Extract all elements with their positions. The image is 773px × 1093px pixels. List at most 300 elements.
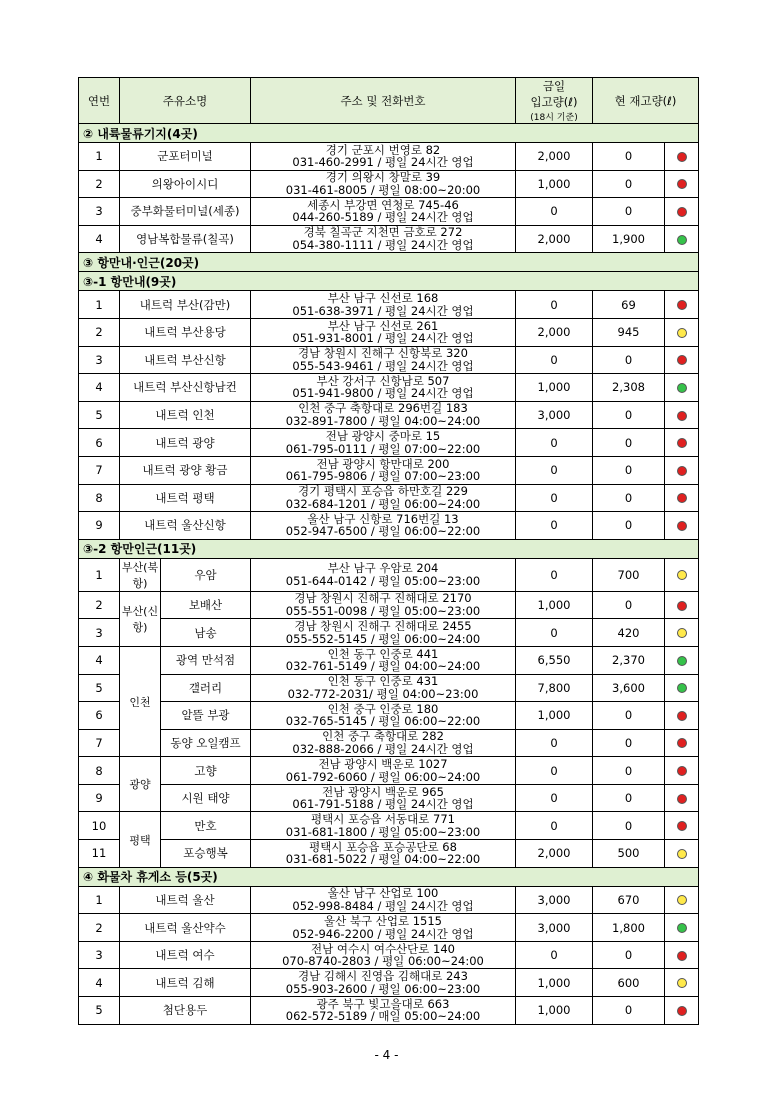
- station-table: [78, 77, 699, 1025]
- phone-hours: 051-941-9800 / 평일 24시간 영업: [292, 386, 474, 401]
- received-amount: 0: [516, 512, 593, 540]
- table-row: [79, 346, 699, 374]
- received-amount: 0: [516, 729, 593, 757]
- table-body: [79, 124, 699, 1025]
- address-line: 부산 남구 신선로 168: [327, 291, 439, 306]
- station-address: [251, 429, 516, 457]
- station-name: 포승행복: [161, 840, 251, 868]
- phone-hours: 031-681-5022 / 평일 04:00~22:00: [285, 852, 481, 867]
- received-amount: 0: [516, 812, 593, 840]
- status-red-dot-icon: [677, 300, 687, 310]
- status-cell: [665, 346, 699, 374]
- address-line: 경기 평택시 포승읍 하만호길 229: [298, 484, 468, 499]
- status-cell: [665, 198, 699, 226]
- phone-hours: 055-543-9461 / 평일 24시간 영업: [292, 358, 474, 373]
- address-line: 울산 남구 신항로 716번길 13: [307, 511, 459, 526]
- received-amount: 7,800: [516, 674, 593, 702]
- row-number: 9: [79, 784, 120, 812]
- table-row: [79, 198, 699, 226]
- station-address: [251, 346, 516, 374]
- station-name: 첨단용두: [120, 997, 251, 1025]
- row-number: 3: [79, 619, 120, 647]
- address-line: 경기 군포시 번영로 82: [325, 142, 441, 157]
- phone-hours: 032-765-5145 / 평일 06:00~22:00: [285, 714, 481, 729]
- address-line: 전남 광양시 항만대로 200: [316, 456, 450, 471]
- col-header-received: [516, 78, 593, 124]
- table-row: [79, 225, 699, 253]
- table-row: [79, 840, 699, 868]
- address-line: 세종시 부강면 연청로 745-46: [307, 197, 459, 212]
- row-number: 6: [79, 702, 120, 730]
- table-row: [79, 784, 699, 812]
- status-cell: [665, 484, 699, 512]
- phone-hours: 055-552-5145 / 평일 06:00~24:00: [285, 631, 481, 646]
- stock-amount: 0: [593, 784, 665, 812]
- station-address: [251, 757, 516, 785]
- phone-hours: 055-551-0098 / 평일 05:00~23:00: [285, 604, 481, 619]
- station-address: [251, 318, 516, 346]
- address-line: 인천 중구 축항대로 282: [322, 729, 444, 744]
- station-address: [251, 170, 516, 198]
- row-number: 8: [79, 757, 120, 785]
- address-line: 전남 광양시 중마로 15: [325, 429, 441, 444]
- phone-hours: 031-681-1800 / 평일 05:00~23:00: [285, 824, 481, 839]
- received-amount: 0: [516, 456, 593, 484]
- received-amount: 0: [516, 291, 593, 319]
- received-amount: 2,000: [516, 840, 593, 868]
- stock-amount: 3,600: [593, 674, 665, 702]
- address-line: 경남 창원시 진해구 진해대로 2170: [294, 591, 472, 606]
- received-amount: 3,000: [516, 401, 593, 429]
- address-line: 평택시 포승읍 포승공단로 68: [309, 839, 457, 854]
- station-name: 내트럭 여수: [120, 941, 251, 969]
- status-red-dot-icon: [677, 411, 687, 421]
- region-group: 인천: [120, 646, 161, 756]
- section-header: [79, 867, 699, 886]
- stock-amount: 2,370: [593, 646, 665, 674]
- stock-amount: 0: [593, 456, 665, 484]
- table-row: [79, 674, 699, 702]
- address-line: 인천 동구 인중로 441: [327, 646, 439, 661]
- station-address: [251, 729, 516, 757]
- station-name: 보배산: [161, 591, 251, 619]
- station-address: [251, 198, 516, 226]
- stock-amount: 0: [593, 812, 665, 840]
- status-cell: [665, 291, 699, 319]
- status-red-dot-icon: [677, 466, 687, 476]
- station-name: 영남복합물류(칠곡): [120, 225, 251, 253]
- received-amount: 6,550: [516, 646, 593, 674]
- address-line: 전남 광양시 백운로 965: [322, 784, 444, 799]
- phone-hours: 062-572-5189 / 매일 05:00~24:00: [285, 1009, 481, 1024]
- station-address: [251, 225, 516, 253]
- phone-hours: 061-791-5188 / 평일 24시간 영업: [292, 797, 474, 812]
- region-group: 광양: [120, 757, 161, 812]
- station-address: [251, 401, 516, 429]
- status-red-dot-icon: [677, 794, 687, 804]
- table-row: [79, 591, 699, 619]
- status-red-dot-icon: [677, 493, 687, 503]
- station-address: [251, 456, 516, 484]
- stock-amount: 69: [593, 291, 665, 319]
- col-header-no: 연번: [79, 78, 120, 124]
- status-red-dot-icon: [677, 521, 687, 531]
- received-amount: 1,000: [516, 170, 593, 198]
- table-row: [79, 757, 699, 785]
- row-number: 2: [79, 318, 120, 346]
- station-name: 내트럭 부산(감만): [120, 291, 251, 319]
- received-amount: 0: [516, 757, 593, 785]
- stock-amount: 0: [593, 729, 665, 757]
- status-red-dot-icon: [677, 601, 687, 611]
- row-number: 1: [79, 291, 120, 319]
- station-address: [251, 512, 516, 540]
- section-title: ④ 화물차 휴게소 등(5곳): [79, 867, 699, 886]
- status-cell: [665, 729, 699, 757]
- status-cell: [665, 969, 699, 997]
- station-address: [251, 674, 516, 702]
- status-cell: [665, 225, 699, 253]
- address-line: 전남 광양시 백운로 1027: [318, 756, 448, 771]
- status-green-dot-icon: [677, 383, 687, 393]
- stock-amount: 0: [593, 702, 665, 730]
- received-amount: 0: [516, 198, 593, 226]
- table-row: [79, 318, 699, 346]
- address-line: 부산 남구 우암로 204: [327, 561, 439, 576]
- received-amount: 2,000: [516, 225, 593, 253]
- row-number: 9: [79, 512, 120, 540]
- table-row: [79, 914, 699, 942]
- row-number: 10: [79, 812, 120, 840]
- phone-hours: 055-903-2600 / 평일 06:00~23:00: [285, 981, 481, 996]
- status-red-dot-icon: [677, 438, 687, 448]
- status-red-dot-icon: [677, 355, 687, 365]
- received-amount: 0: [516, 619, 593, 647]
- stock-amount: 500: [593, 840, 665, 868]
- phone-hours: 052-998-8484 / 평일 24시간 영업: [292, 898, 474, 913]
- status-red-dot-icon: [677, 766, 687, 776]
- station-address: [251, 291, 516, 319]
- received-amount: 0: [516, 346, 593, 374]
- row-number: 5: [79, 674, 120, 702]
- status-cell: [665, 170, 699, 198]
- station-name: 군포터미널: [120, 143, 251, 171]
- status-red-dot-icon: [677, 152, 687, 162]
- address-line: 경남 김해시 진영읍 김해대로 243: [298, 969, 468, 984]
- phone-hours: 061-792-6060 / 평일 06:00~24:00: [285, 769, 481, 784]
- stock-amount: 0: [593, 512, 665, 540]
- status-red-dot-icon: [677, 738, 687, 748]
- received-amount: 1,000: [516, 374, 593, 402]
- table-row: [79, 291, 699, 319]
- row-number: 7: [79, 456, 120, 484]
- station-address: [251, 558, 516, 591]
- stock-amount: 0: [593, 591, 665, 619]
- address-line: 부산 강서구 신항남로 507: [316, 373, 450, 388]
- address-line: 경북 칠곡군 지천면 금호로 272: [303, 225, 463, 240]
- station-name: 중부화물터미널(세종): [120, 198, 251, 226]
- station-address: [251, 591, 516, 619]
- station-address: [251, 969, 516, 997]
- stock-amount: 0: [593, 429, 665, 457]
- address-line: 광주 북구 빛고을대로 663: [316, 996, 450, 1011]
- phone-hours: 054-380-1111 / 평일 24시간 영업: [292, 238, 474, 253]
- section-title: ③-2 항만인근(11곳): [79, 539, 699, 558]
- stock-amount: 1,900: [593, 225, 665, 253]
- region-group: 부산(신항): [120, 591, 161, 646]
- received-amount: 0: [516, 484, 593, 512]
- table-row: [79, 886, 699, 914]
- address-line: 인천 중구 축항대로 296번길 183: [298, 401, 468, 416]
- status-cell: [665, 456, 699, 484]
- row-number: 3: [79, 346, 120, 374]
- status-cell: [665, 619, 699, 647]
- phone-hours: 051-638-3971 / 평일 24시간 영업: [292, 303, 474, 318]
- status-cell: [665, 997, 699, 1025]
- row-number: 4: [79, 646, 120, 674]
- row-number: 2: [79, 170, 120, 198]
- table-row: [79, 374, 699, 402]
- station-address: [251, 914, 516, 942]
- received-amount: 1,000: [516, 997, 593, 1025]
- status-cell: [665, 702, 699, 730]
- row-number: 5: [79, 401, 120, 429]
- status-yellow-dot-icon: [677, 895, 687, 905]
- section-header: [79, 539, 699, 558]
- address-line: 경기 의왕시 창말로 39: [325, 170, 441, 185]
- station-name: 내트럭 광양: [120, 429, 251, 457]
- status-cell: [665, 591, 699, 619]
- status-cell: [665, 840, 699, 868]
- row-number: 1: [79, 886, 120, 914]
- phone-hours: 051-931-8001 / 평일 24시간 영업: [292, 331, 474, 346]
- station-name: 갤러리: [161, 674, 251, 702]
- phone-hours: 061-795-0111 / 평일 07:00~22:00: [285, 441, 481, 456]
- stock-amount: 0: [593, 198, 665, 226]
- status-cell: [665, 374, 699, 402]
- section-title: ③ 항만내·인근(20곳): [79, 253, 699, 272]
- row-number: 1: [79, 558, 120, 591]
- station-address: [251, 784, 516, 812]
- stock-amount: 700: [593, 558, 665, 591]
- status-green-dot-icon: [677, 923, 687, 933]
- table-row: [79, 170, 699, 198]
- phone-hours: 032-888-2066 / 평일 24시간 영업: [292, 741, 474, 756]
- address-line: 경남 창원시 진해구 신항북로 320: [298, 346, 468, 361]
- table-row: [79, 143, 699, 171]
- received-amount: 0: [516, 429, 593, 457]
- status-cell: [665, 401, 699, 429]
- section-header: [79, 124, 699, 143]
- table-row: [79, 969, 699, 997]
- station-name: 알뜰 부광: [161, 702, 251, 730]
- col-header-address: 주소 및 전화번호: [251, 78, 516, 124]
- station-name: 시원 태양: [161, 784, 251, 812]
- station-name: 내트럭 부산신항: [120, 346, 251, 374]
- row-number: 4: [79, 374, 120, 402]
- station-address: [251, 997, 516, 1025]
- phone-hours: 031-461-8005 / 평일 08:00~20:00: [285, 182, 481, 197]
- row-number: 3: [79, 941, 120, 969]
- status-green-dot-icon: [677, 683, 687, 693]
- section-header: [79, 253, 699, 272]
- table-row: [79, 484, 699, 512]
- stock-amount: 0: [593, 170, 665, 198]
- phone-hours: 032-891-7800 / 평일 04:00~24:00: [285, 414, 481, 429]
- table-row: [79, 812, 699, 840]
- row-number: 2: [79, 591, 120, 619]
- table-row: [79, 997, 699, 1025]
- region-group: 평택: [120, 812, 161, 867]
- station-address: [251, 941, 516, 969]
- stock-amount: 600: [593, 969, 665, 997]
- station-name: 동양 오일캠프: [161, 729, 251, 757]
- station-name: 내트럭 광양 황금: [120, 456, 251, 484]
- table-row: [79, 558, 699, 591]
- stock-amount: 0: [593, 941, 665, 969]
- received-line1: 금일: [542, 79, 566, 93]
- received-amount: 3,000: [516, 914, 593, 942]
- status-yellow-dot-icon: [677, 570, 687, 580]
- col-header-name: 주유소명: [120, 78, 251, 124]
- stock-amount: 0: [593, 757, 665, 785]
- row-number: 3: [79, 198, 120, 226]
- received-amount: 2,000: [516, 318, 593, 346]
- table-row: [79, 512, 699, 540]
- table-row: [79, 619, 699, 647]
- stock-amount: 0: [593, 997, 665, 1025]
- row-number: 11: [79, 840, 120, 868]
- status-cell: [665, 318, 699, 346]
- station-name: 내트럭 김해: [120, 969, 251, 997]
- received-line2: 입고량(ℓ): [530, 95, 578, 109]
- status-green-dot-icon: [677, 235, 687, 245]
- received-amount: 1,000: [516, 591, 593, 619]
- col-header-stock: 현 재고량(ℓ): [593, 78, 699, 124]
- phone-hours: 051-644-0142 / 평일 05:00~23:00: [285, 573, 481, 588]
- status-yellow-dot-icon: [677, 849, 687, 859]
- status-cell: [665, 674, 699, 702]
- station-name: 내트럭 울산: [120, 886, 251, 914]
- station-address: [251, 143, 516, 171]
- stock-amount: 420: [593, 619, 665, 647]
- status-cell: [665, 941, 699, 969]
- station-address: [251, 619, 516, 647]
- address-line: 인천 동구 인중로 431: [327, 674, 439, 689]
- status-red-dot-icon: [677, 1006, 687, 1016]
- address-line: 경남 창원시 진해구 진해대로 2455: [294, 619, 472, 634]
- row-number: 4: [79, 225, 120, 253]
- row-number: 5: [79, 997, 120, 1025]
- phone-hours: 032-772-2031/ 평일 04:00~23:00: [287, 686, 479, 701]
- status-yellow-dot-icon: [677, 978, 687, 988]
- phone-hours: 032-761-5149 / 평일 04:00~24:00: [285, 659, 481, 674]
- received-amount: 0: [516, 941, 593, 969]
- received-subnote: (18시 기준): [530, 113, 578, 123]
- station-name: 내트럭 울산신항: [120, 512, 251, 540]
- phone-hours: 031-460-2991 / 평일 24시간 영업: [292, 155, 474, 170]
- status-green-dot-icon: [677, 656, 687, 666]
- row-number: 7: [79, 729, 120, 757]
- phone-hours: 070-8740-2803 / 평일 06:00~24:00: [282, 954, 484, 969]
- table-row: [79, 456, 699, 484]
- address-line: 전남 여수시 여수산단로 140: [310, 941, 455, 956]
- address-line: 울산 남구 산업로 100: [327, 886, 439, 901]
- station-name: 만호: [161, 812, 251, 840]
- phone-hours: 044-260-5189 / 평일 24시간 영업: [292, 210, 474, 225]
- stock-amount: 945: [593, 318, 665, 346]
- phone-hours: 061-795-9806 / 평일 07:00~23:00: [285, 469, 481, 484]
- row-number: 2: [79, 914, 120, 942]
- row-number: 8: [79, 484, 120, 512]
- status-cell: [665, 646, 699, 674]
- address-line: 평택시 포승읍 서동대로 771: [310, 812, 455, 827]
- station-address: [251, 374, 516, 402]
- station-name: 내트럭 평택: [120, 484, 251, 512]
- phone-hours: 032-684-1201 / 평일 06:00~24:00: [285, 496, 481, 511]
- phone-hours: 052-947-6500 / 평일 06:00~22:00: [285, 524, 481, 539]
- station-name: 내트럭 부산용당: [120, 318, 251, 346]
- section-header: [79, 272, 699, 291]
- address-line: 인천 중구 인중로 180: [327, 701, 439, 716]
- status-red-dot-icon: [677, 821, 687, 831]
- station-address: [251, 840, 516, 868]
- status-yellow-dot-icon: [677, 628, 687, 638]
- address-line: 부산 남구 신선로 261: [327, 318, 439, 333]
- table-row: [79, 401, 699, 429]
- status-cell: [665, 784, 699, 812]
- station-name: 내트럭 울산약수: [120, 914, 251, 942]
- received-amount: 0: [516, 784, 593, 812]
- station-name: 내트럭 인천: [120, 401, 251, 429]
- status-red-dot-icon: [677, 179, 687, 189]
- status-cell: [665, 914, 699, 942]
- received-amount: 1,000: [516, 969, 593, 997]
- table-row: [79, 429, 699, 457]
- station-name: 우암: [161, 558, 251, 591]
- station-name: 남송: [161, 619, 251, 647]
- status-cell: [665, 429, 699, 457]
- status-cell: [665, 512, 699, 540]
- station-name: 의왕아이시디: [120, 170, 251, 198]
- page-number: - 4 -: [374, 1048, 399, 1062]
- stock-amount: 2,308: [593, 374, 665, 402]
- section-title: ③-1 항만내(9곳): [79, 272, 699, 291]
- stock-amount: 0: [593, 401, 665, 429]
- station-address: [251, 702, 516, 730]
- status-red-dot-icon: [677, 711, 687, 721]
- stock-amount: 0: [593, 346, 665, 374]
- status-cell: [665, 143, 699, 171]
- station-address: [251, 484, 516, 512]
- status-red-dot-icon: [677, 207, 687, 217]
- station-name: 광역 만석점: [161, 646, 251, 674]
- stock-amount: 0: [593, 484, 665, 512]
- received-amount: 2,000: [516, 143, 593, 171]
- status-yellow-dot-icon: [677, 328, 687, 338]
- station-address: [251, 812, 516, 840]
- station-name: 고향: [161, 757, 251, 785]
- stock-amount: 670: [593, 886, 665, 914]
- status-cell: [665, 558, 699, 591]
- table-row: [79, 702, 699, 730]
- section-title: ② 내륙물류기지(4곳): [79, 124, 699, 143]
- address-line: 울산 북구 산업로 1515: [324, 913, 442, 928]
- station-address: [251, 646, 516, 674]
- received-amount: 3,000: [516, 886, 593, 914]
- table-row: [79, 646, 699, 674]
- row-number: 1: [79, 143, 120, 171]
